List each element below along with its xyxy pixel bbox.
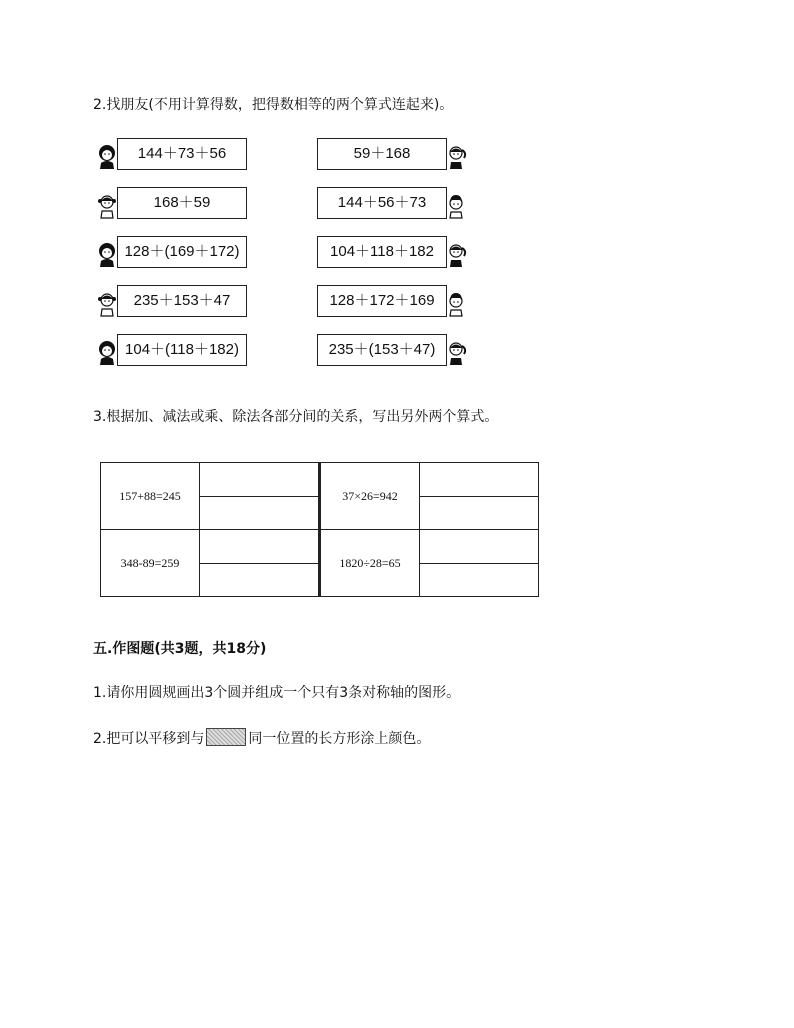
right-expr-2: 144＋56＋73 — [317, 187, 447, 219]
question-2-text: 2.找朋友(不用计算得数，把得数相等的两个算式连起来)。 — [93, 97, 454, 113]
section-5-question-2 — [93, 728, 430, 748]
question-text-part: 同一位置的长方形涂上颜色。 — [248, 731, 431, 747]
right-expr-1: 59＋168 — [317, 138, 447, 170]
right-expr-4: 128＋172＋169 — [317, 285, 447, 317]
answer-cell[interactable] — [200, 530, 320, 564]
left-expr-4: 235＋153＋47 — [117, 285, 247, 317]
kid-ponytail-icon — [446, 144, 468, 170]
left-expr-5: 104＋(118＋182) — [117, 334, 247, 366]
kid-curly-hair-icon — [96, 340, 118, 366]
answer-cell[interactable] — [200, 496, 320, 530]
kid-ponytail-icon — [446, 340, 468, 366]
right-expr-3: 104＋118＋182 — [317, 236, 447, 268]
equation-cell: 37×26=942 — [320, 463, 420, 530]
answer-cell[interactable] — [420, 496, 539, 530]
kid-bob-hair-icon — [446, 193, 468, 219]
kid-curly-hair-icon — [96, 242, 118, 268]
question-3-text: 3.根据加、减法或乘、除法各部分间的关系，写出另外两个算式。 — [93, 409, 499, 425]
left-expr-2: 168＋59 — [117, 187, 247, 219]
left-expr-3: 128＋(169＋172) — [117, 236, 247, 268]
left-expr-1: 144＋73＋56 — [117, 138, 247, 170]
kid-ponytail-icon — [446, 242, 468, 268]
kid-curly-hair-icon — [96, 144, 118, 170]
section-5-question-1: 1.请你用圆规画出3个圆并组成一个只有3条对称轴的图形。 — [93, 685, 461, 701]
answer-cell[interactable] — [200, 563, 320, 597]
equation-cell: 1820÷28=65 — [320, 530, 420, 597]
answer-cell[interactable] — [420, 463, 539, 497]
kid-pigtails-icon — [96, 291, 118, 317]
right-expr-5: 235＋(153＋47) — [317, 334, 447, 366]
relation-table — [100, 462, 539, 597]
equation-cell: 348-89=259 — [101, 530, 200, 597]
shaded-rectangle-icon — [206, 728, 246, 746]
section-5-title: 五.作图题(共3题，共18分) — [93, 641, 267, 657]
answer-cell[interactable] — [200, 463, 320, 497]
answer-cell[interactable] — [420, 530, 539, 564]
question-text-part: 2.把可以平移到与 — [93, 731, 205, 747]
kid-pigtails-icon — [96, 193, 118, 219]
answer-cell[interactable] — [420, 563, 539, 597]
kid-bob-hair-icon — [446, 291, 468, 317]
equation-cell: 157+88=245 — [101, 463, 200, 530]
